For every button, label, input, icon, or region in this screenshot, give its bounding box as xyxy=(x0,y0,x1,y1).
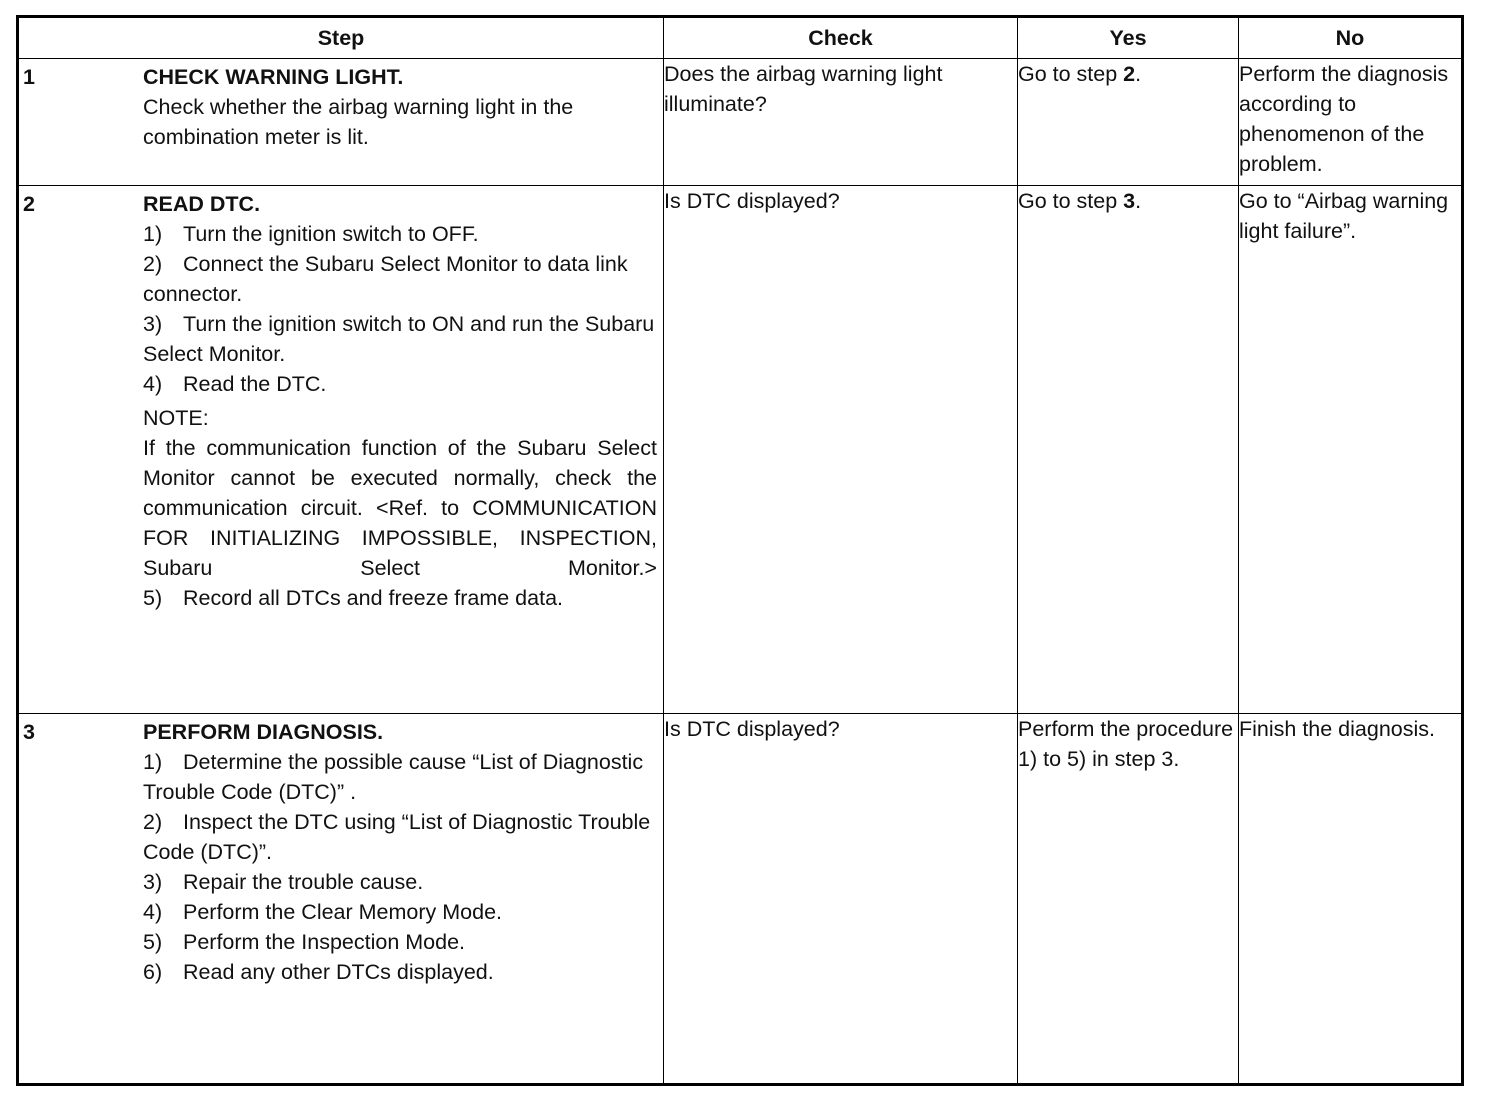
substep-text: Turn the ignition switch to ON and run the Subaru Select Monitor. xyxy=(143,312,655,366)
step-number: 2 xyxy=(23,192,35,216)
substep-number: 4) xyxy=(143,900,163,924)
substep xyxy=(143,369,657,399)
substep xyxy=(143,583,657,613)
step-title: READ DTC. xyxy=(143,192,261,216)
substep-number: 3) xyxy=(143,870,163,894)
diagnostic-table xyxy=(16,15,1464,1086)
substep-number: 4) xyxy=(143,372,163,396)
yes-suffix: . xyxy=(1135,189,1142,213)
substep-number: 5) xyxy=(143,586,163,610)
step-cell xyxy=(18,59,664,186)
substep-text: Read the DTC. xyxy=(183,372,327,396)
check-cell: Does the airbag warning light illuminate? xyxy=(664,59,1018,186)
no-cell: Finish the diagnosis. xyxy=(1239,714,1463,1085)
substep xyxy=(143,249,657,309)
substep xyxy=(143,927,657,957)
step-number: 3 xyxy=(23,720,35,744)
substep-number: 2) xyxy=(143,252,163,276)
note-text: If the communication function of the Subaru Select Monitor cannot be executed normally, check the communication circuit. <Ref. to COMMUNICATION FOR INITIALIZING IMPOSSIBLE, INSPECTION, Subaru Select Monitor.> xyxy=(143,436,657,580)
table-row xyxy=(18,714,1463,1085)
substep xyxy=(143,219,657,249)
yes-step-number: 3 xyxy=(1123,189,1136,213)
yes-cell: Perform the procedure 1) to 5) in step 3. xyxy=(1018,714,1239,1085)
header-step: Step xyxy=(18,17,664,59)
step-title: PERFORM DIAGNOSIS. xyxy=(143,720,384,744)
yes-prefix: Go to step xyxy=(1018,189,1124,213)
substep-text: Repair the trouble cause. xyxy=(183,870,424,894)
substep-text: Read any other DTCs displayed. xyxy=(183,960,494,984)
substep-number: 1) xyxy=(143,222,163,246)
yes-suffix: . xyxy=(1135,62,1142,86)
header-row xyxy=(18,17,1463,59)
table-row xyxy=(18,59,1463,186)
substep-text: Turn the ignition switch to OFF. xyxy=(183,222,479,246)
note-label: NOTE: xyxy=(143,406,209,430)
substep-text: Perform the Inspection Mode. xyxy=(183,930,466,954)
header-no: No xyxy=(1239,17,1463,59)
no-cell: Perform the diagnosis according to phenomenon of the problem. xyxy=(1239,59,1463,186)
substep-number: 2) xyxy=(143,810,163,834)
substep xyxy=(143,309,657,369)
substep-number: 1) xyxy=(143,750,163,774)
yes-cell xyxy=(1018,186,1239,714)
step-title: CHECK WARNING LIGHT. xyxy=(143,65,404,89)
yes-cell xyxy=(1018,59,1239,186)
yes-step-number: 2 xyxy=(1123,62,1136,86)
substep-text: Determine the possible cause “List of Diagnostic Trouble Code (DTC)” . xyxy=(143,750,644,804)
no-cell: Go to “Airbag warning light failure”. xyxy=(1239,186,1463,714)
substep xyxy=(143,747,657,807)
step-cell xyxy=(18,714,664,1085)
table-row xyxy=(18,186,1463,714)
substep-number: 5) xyxy=(143,930,163,954)
substep xyxy=(143,957,657,987)
step-description: Check whether the airbag warning light in the combination meter is lit. xyxy=(143,95,574,149)
substep-text: Connect the Subaru Select Monitor to data link connector. xyxy=(143,252,628,306)
check-cell: Is DTC displayed? xyxy=(664,186,1018,714)
substep-number: 3) xyxy=(143,312,163,336)
substep xyxy=(143,897,657,927)
substep-text: Record all DTCs and freeze frame data. xyxy=(183,586,563,610)
substep-number: 6) xyxy=(143,960,163,984)
step-cell xyxy=(18,186,664,714)
substep-text: Perform the Clear Memory Mode. xyxy=(183,900,503,924)
yes-prefix: Go to step xyxy=(1018,62,1124,86)
step-number: 1 xyxy=(23,65,35,89)
substep xyxy=(143,867,657,897)
substep-text: Inspect the DTC using “List of Diagnostic Trouble Code (DTC)”. xyxy=(143,810,651,864)
header-yes: Yes xyxy=(1018,17,1239,59)
header-check: Check xyxy=(664,17,1018,59)
check-cell: Is DTC displayed? xyxy=(664,714,1018,1085)
substep xyxy=(143,807,657,867)
